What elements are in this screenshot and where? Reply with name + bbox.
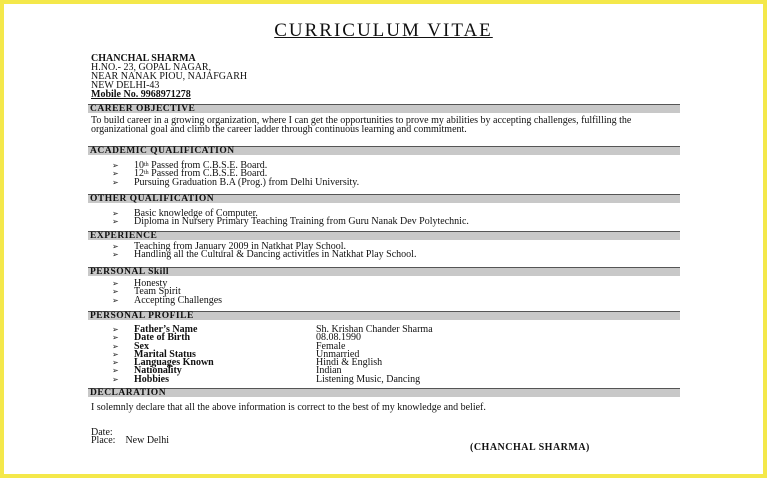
place-line: Place: New Delhi (91, 435, 170, 446)
arrow-bullet-icon: ➢ (112, 177, 119, 187)
arrow-bullet-icon: ➢ (112, 374, 119, 384)
arrow-bullet-icon: ➢ (112, 169, 119, 179)
list-item: ➢ Pursuing Graduation B.A (Prog.) from Delhi University. (112, 176, 360, 188)
list-item: ➢ Team Spirit (112, 286, 181, 298)
section-heading-skills: PERSONAL Skill (88, 267, 680, 276)
arrow-bullet-icon: ➢ (112, 161, 119, 170)
arrow-bullet-icon: ➢ (112, 242, 119, 251)
declaration-text: I solemnly declare that all the above information is correct to the best of my knowledge and belief. (91, 402, 486, 413)
list-item: ➢ Accepting Challenges (112, 294, 223, 306)
arrow-bullet-icon: ➢ (112, 295, 119, 305)
section-heading-other: OTHER QUALIFICATION (88, 194, 680, 203)
section-heading-profile: PERSONAL PROFILE (88, 311, 680, 320)
arrow-bullet-icon: ➢ (112, 358, 119, 368)
arrow-bullet-icon: ➢ (112, 209, 119, 218)
academic-list (112, 162, 359, 187)
frame-right (763, 0, 767, 478)
signature-name: (CHANCHAL SHARMA) (470, 442, 590, 453)
date-line: Date: (91, 427, 113, 438)
list-item: ➢ Honesty (112, 278, 168, 289)
list-item: ➢ Diploma in Nursery Primary Teaching Training from Guru Nanak Dev Polytechnic. (112, 216, 469, 228)
frame-left (0, 0, 4, 478)
arrow-bullet-icon: ➢ (112, 349, 119, 359)
list-item: ➢ Handling all the Cultural & Dancing activities in Natkhat Play School. (112, 249, 417, 261)
candidate-name: CHANCHAL SHARMA (91, 53, 196, 64)
section-heading-academic: ACADEMIC QUALIFICATION (88, 146, 680, 155)
list-item: ➢ Basic knowledge of Computer. (112, 208, 258, 219)
other-list (112, 210, 469, 227)
section-heading-experience: EXPERIENCE (88, 231, 680, 240)
document-title: CURRICULUM VITAE (274, 20, 493, 41)
arrow-bullet-icon: ➢ (112, 250, 119, 260)
arrow-bullet-icon: ➢ (112, 287, 119, 297)
career-objective-text: To build career in a growing organization, where I can get the opportunities to prove my abilities by accepting challenges, fulfilling the organizational goal and climb the career ladder through continuous learning and commitment. (91, 115, 632, 135)
arrow-bullet-icon: ➢ (112, 333, 119, 343)
address-line: H.NO.- 23, GOPAL NAGAR, (91, 62, 212, 73)
list-item: ➢ 12th Passed from C.B.S.E. Board. (112, 168, 268, 180)
section-heading-declaration: DECLARATION (88, 388, 680, 397)
skills-list (112, 280, 222, 305)
arrow-bullet-icon: ➢ (112, 366, 119, 376)
arrow-bullet-icon: ➢ (112, 325, 119, 334)
contact-block (91, 54, 247, 99)
list-item: ➢ Teaching from January 2009 in Natkhat Play School. (112, 241, 347, 252)
section-heading-career: CAREER OBJECTIVE (88, 104, 680, 113)
address-line: NEAR NANAK PIOU, NAJAFGARH (91, 71, 248, 82)
experience-list (112, 243, 416, 260)
mobile-number: Mobile No. 9968971278 (91, 89, 191, 100)
frame-bottom (0, 474, 767, 478)
arrow-bullet-icon: ➢ (112, 279, 119, 288)
frame-top (0, 0, 767, 4)
arrow-bullet-icon: ➢ (112, 217, 119, 227)
arrow-bullet-icon: ➢ (112, 341, 119, 351)
list-item: ➢ 10th Passed from C.B.S.E. Board. (112, 160, 268, 171)
address-line: NEW DELHI-43 (91, 80, 160, 91)
